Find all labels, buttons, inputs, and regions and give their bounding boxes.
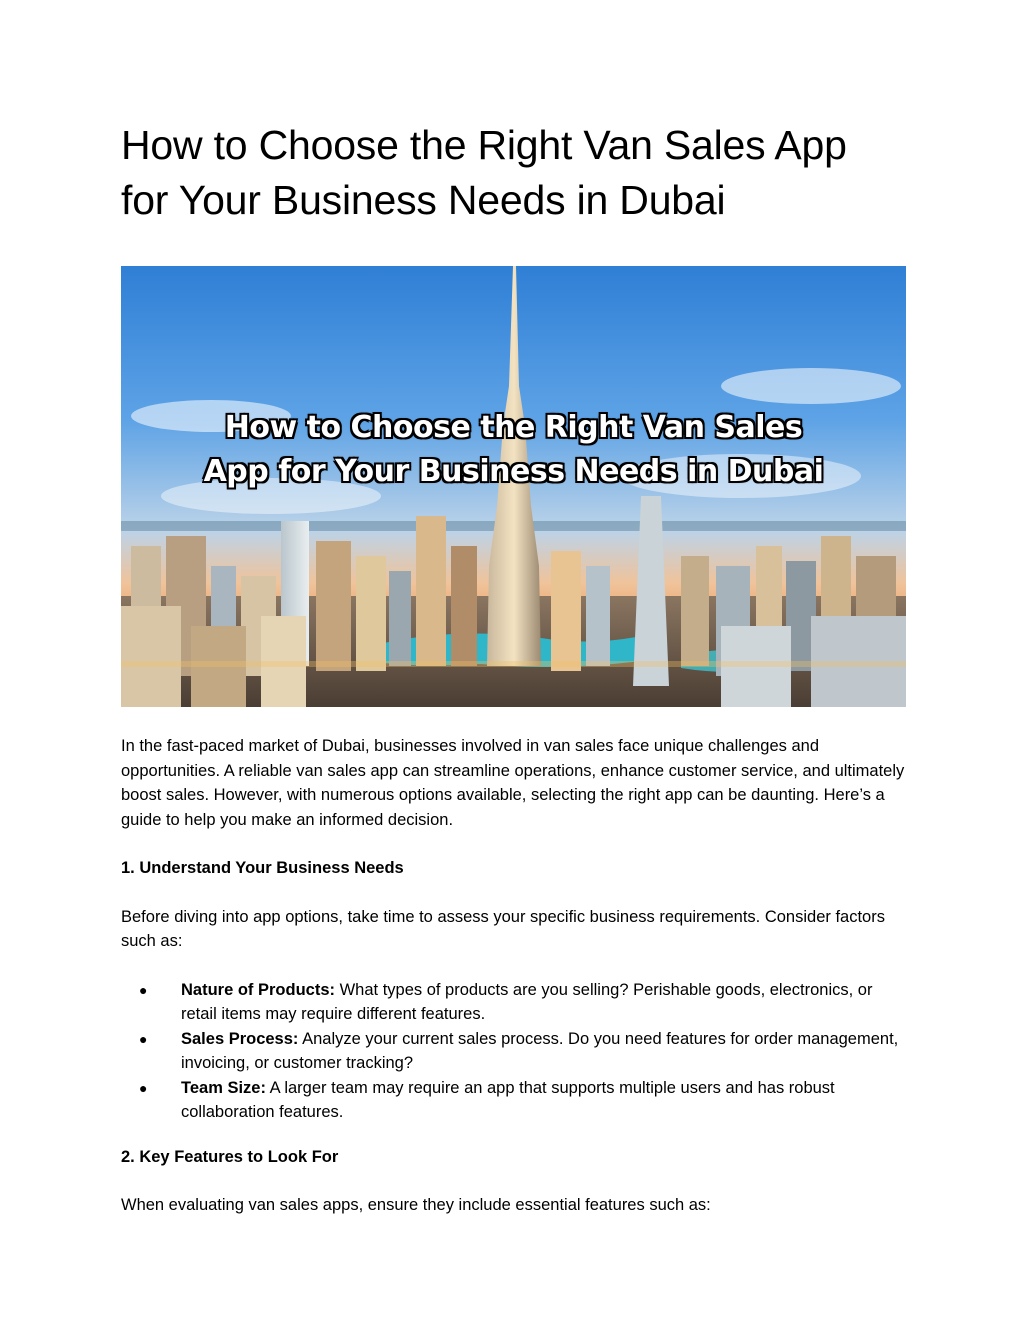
page-title-line-2: for Your Business Needs in Dubai (121, 177, 726, 223)
list-item-text: Analyze your current sales process. Do you need features for order management, invoicing, or customer tracking? (181, 1029, 899, 1072)
hero-caption-line-2: App for Your Business Needs in Dubai (203, 454, 824, 489)
list-item-text: What types of products are you selling? Perishable goods, electronics, or retail items may require different features. (181, 980, 873, 1023)
list-item-label: Sales Process: (181, 1029, 299, 1048)
list-item (139, 978, 911, 1027)
list-item-label: Team Size: (181, 1078, 266, 1097)
factors-list (121, 978, 911, 1125)
bullet-icon: ● (139, 1079, 148, 1096)
section-2-paragraph: When evaluating van sales apps, ensure they include essential features such as: (121, 1196, 711, 1214)
section-1-paragraph: Before diving into app options, take time to assess your specific business requirements. Consider factors such as: (121, 907, 885, 950)
page-title-line-1: How to Choose the Right Van Sales App (121, 122, 847, 168)
hero-caption (121, 406, 906, 494)
list-item (139, 1076, 911, 1125)
hero-image (121, 266, 906, 707)
intro-paragraph: In the fast-paced market of Dubai, businesses involved in van sales face unique challenges and opportunities. A reliable van sales app can streamline operations, enhance customer service, and ultimately boost sales. However, with numerous options available, selecting the right app can be daunting. Here’s a guide to help you make an informed decision. (121, 737, 905, 829)
list-item-text: A larger team may require an app that supports multiple users and has robust collaboration features. (181, 1078, 835, 1121)
list-item (139, 1027, 911, 1076)
section-2-heading: 2. Key Features to Look For (121, 1147, 339, 1166)
list-item-label: Nature of Products: (181, 980, 336, 999)
section-1-heading: 1. Understand Your Business Needs (121, 859, 404, 877)
document-page (121, 118, 911, 1218)
hero-caption-line-1: How to Choose the Right Van Sales (224, 410, 803, 445)
bullet-icon: ● (139, 981, 148, 998)
page-title (121, 118, 911, 228)
bullet-icon: ● (139, 1030, 148, 1047)
